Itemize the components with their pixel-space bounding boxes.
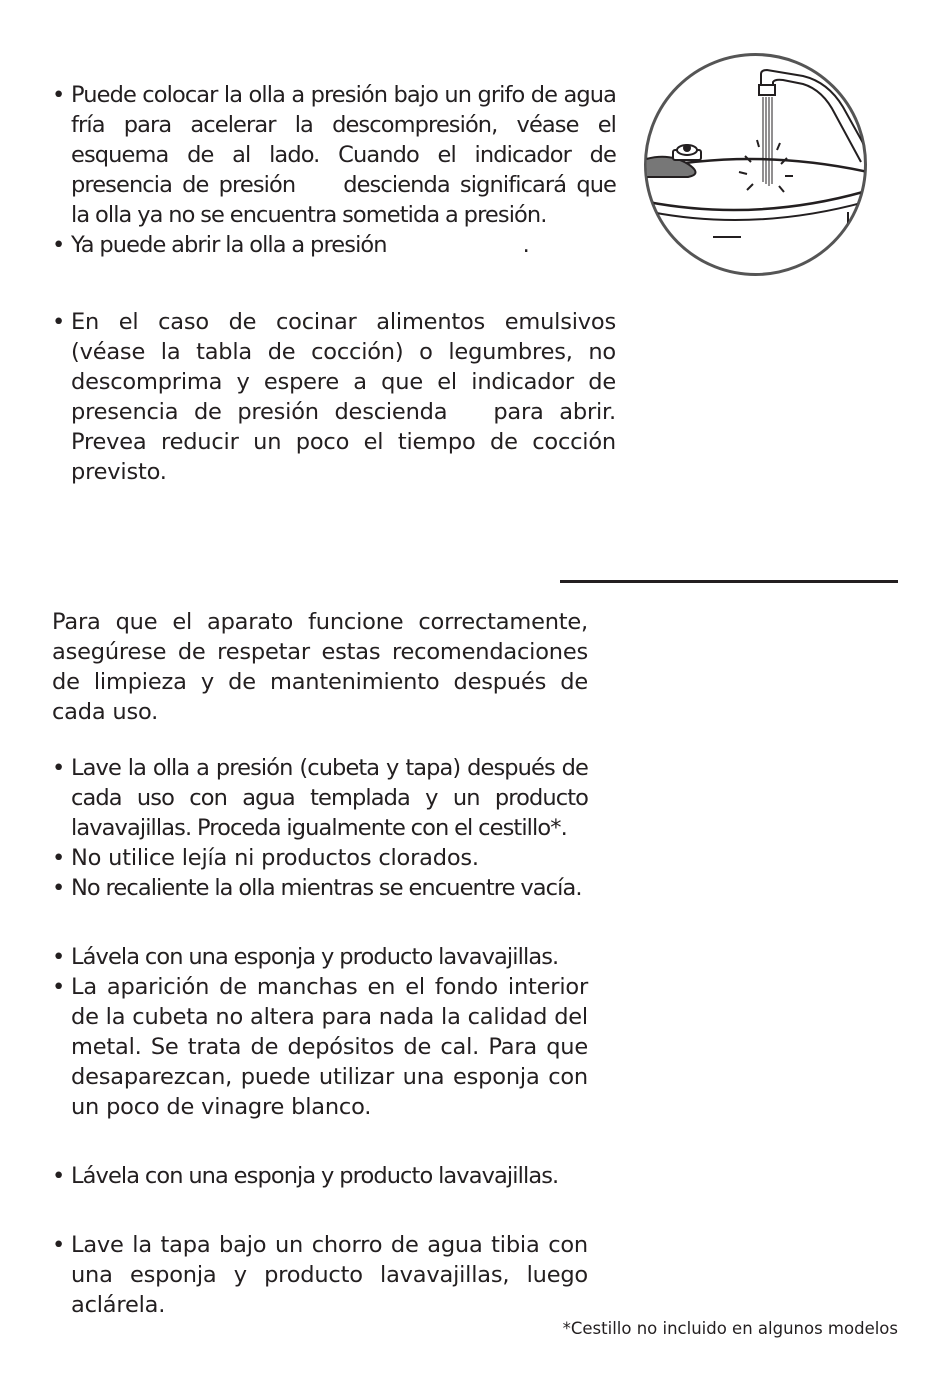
list-item — [52, 80, 616, 230]
item-text: Ya puede abrir la olla a presión — [71, 232, 387, 258]
decompression-list — [52, 80, 616, 260]
decompression-section — [52, 80, 616, 260]
list-item: • No utilice lejía ni productos clorados. — [52, 843, 588, 873]
list-item: • No recaliente la olla mientras se encuentre vacía. — [52, 873, 588, 903]
list-item — [52, 230, 616, 260]
list-item — [52, 307, 616, 487]
item-text: En el caso de cocinar alimentos emulsivos (véase la tabla de cocción) o legumbres, no descomprima y espere a que el indicador de presencia de presión descienda — [71, 309, 616, 425]
list-item: • La aparición de manchas en el fondo interior de la cubeta no altera para nada la calidad del metal. Se trata de depósitos de cal. Para que desaparezcan, puede utilizar una esponja con un poco de vinagre blanco. — [52, 972, 588, 1122]
cleaning-list-4 — [52, 1230, 588, 1320]
list-item: • Lave la olla a presión (cubeta y tapa) después de cada uso con agua templada y un producto lavavajillas. Proceda igualmente con el cestillo*. — [52, 753, 588, 843]
item-text: para abrir. Prevea reducir un poco el tiempo de cocción previsto. — [71, 399, 616, 485]
section-divider — [560, 580, 898, 583]
cleaning-list-3 — [52, 1161, 588, 1191]
emulsive-list — [52, 307, 616, 487]
cleaning-list-1 — [52, 753, 588, 903]
list-item: • Lávela con una esponja y producto lavavajillas. — [52, 1161, 588, 1191]
item-text: descienda significará que la olla ya no se encuentra sometida a presión. — [71, 172, 616, 228]
footnote: *Cestillo no incluido en algunos modelos — [562, 1319, 898, 1338]
item-text: . — [522, 232, 529, 258]
cleaning-intro: Para que el aparato funcione correctamente, asegúrese de respetar estas recomendaciones de limpieza y de mantenimiento después de cada uso. — [52, 609, 588, 725]
cleaning-list-2 — [52, 942, 588, 1122]
list-item: • Lave la tapa bajo un chorro de agua tibia con una esponja y producto lavavajillas, luego aclárela. — [52, 1230, 588, 1320]
emulsive-section — [52, 307, 616, 487]
item-text: Puede colocar la olla a presión bajo un grifo de agua fría para acelerar la descompresión, véase el esquema de al lado. Cuando el indicador de presencia de presión — [71, 82, 616, 198]
list-item: • Lávela con una esponja y producto lavavajillas. — [52, 942, 588, 972]
cold-water-tap-illustration — [643, 52, 868, 277]
cleaning-section — [52, 607, 588, 1320]
